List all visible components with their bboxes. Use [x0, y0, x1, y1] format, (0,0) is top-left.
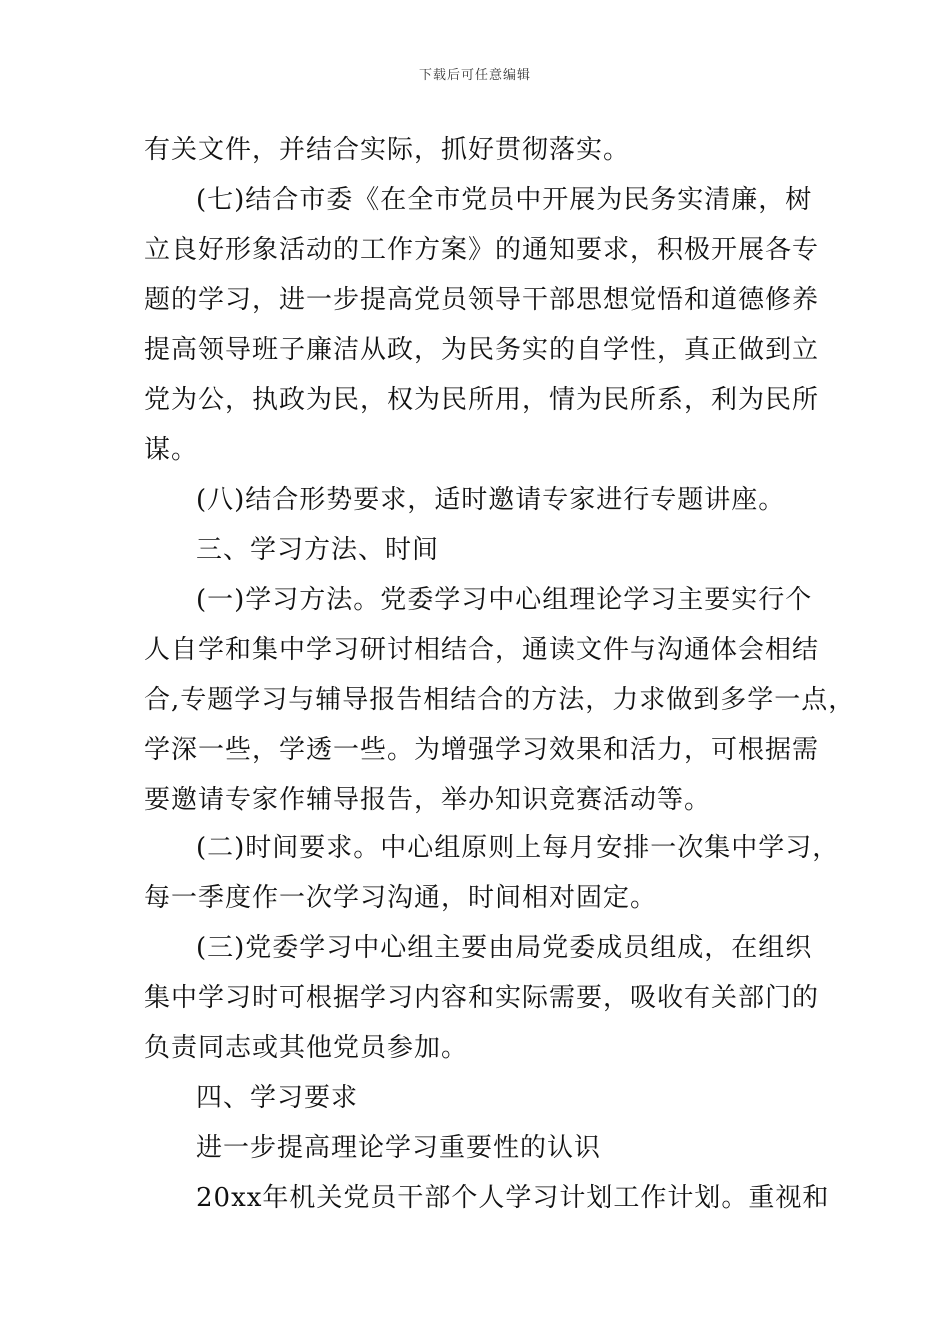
- body-line-22: 20xx年机关党员干部个人学习计划工作计划。重视和: [196, 1183, 830, 1213]
- body-line-4: 题的学习，进一步提高党员领导干部思想觉悟和道德修养: [144, 285, 820, 315]
- body-line-16: 每一季度作一次学习沟通，时间相对固定。: [144, 883, 658, 913]
- body-line-17: (三)党委学习中心组主要由局党委成员组成，在组织: [196, 933, 813, 963]
- body-line-2: (七)结合市委《在全市党员中开展为民务实清廉，树: [196, 185, 813, 215]
- body-line-11: 人自学和集中学习研讨相结合，通读文件与沟通体会相结: [144, 635, 820, 665]
- body-line-18: 集中学习时可根据学习内容和实际需要，吸收有关部门的: [144, 983, 820, 1013]
- body-line-13: 学深一些，学透一些。为增强学习效果和活力，可根据需: [144, 735, 820, 765]
- body-line-12: 合,专题学习与辅导报告相结合的方法，力求做到多学一点，: [144, 685, 856, 715]
- body-line-21: 进一步提高理论学习重要性的认识: [196, 1133, 602, 1163]
- body-line-6: 党为公，执政为民，权为民所用，情为民所系，利为民所: [144, 385, 820, 415]
- body-line-10: (一)学习方法。党委学习中心组理论学习主要实行个: [196, 585, 813, 615]
- section-heading-methods: 三、学习方法、时间: [196, 535, 440, 565]
- section-heading-requirements: 四、学习要求: [196, 1083, 359, 1113]
- page-header: 下载后可任意编辑: [418, 68, 531, 83]
- body-line-3: 立良好形象活动的工作方案》的通知要求，积极开展各专: [144, 235, 820, 265]
- body-line-5: 提高领导班子廉洁从政，为民务实的自学性，真正做到立: [144, 335, 820, 365]
- body-line-19: 负责同志或其他党员参加。: [144, 1033, 469, 1063]
- body-line-1: 有关文件，并结合实际，抓好贯彻落实。: [144, 135, 631, 165]
- body-line-8: (八)结合形势要求，适时邀请专家进行专题讲座。: [196, 485, 786, 515]
- body-line-15: (二)时间要求。中心组原则上每月安排一次集中学习，: [196, 833, 840, 863]
- body-line-7: 谋。: [144, 435, 199, 465]
- body-line-14: 要邀请专家作辅导报告，举办知识竞赛活动等。: [144, 785, 712, 815]
